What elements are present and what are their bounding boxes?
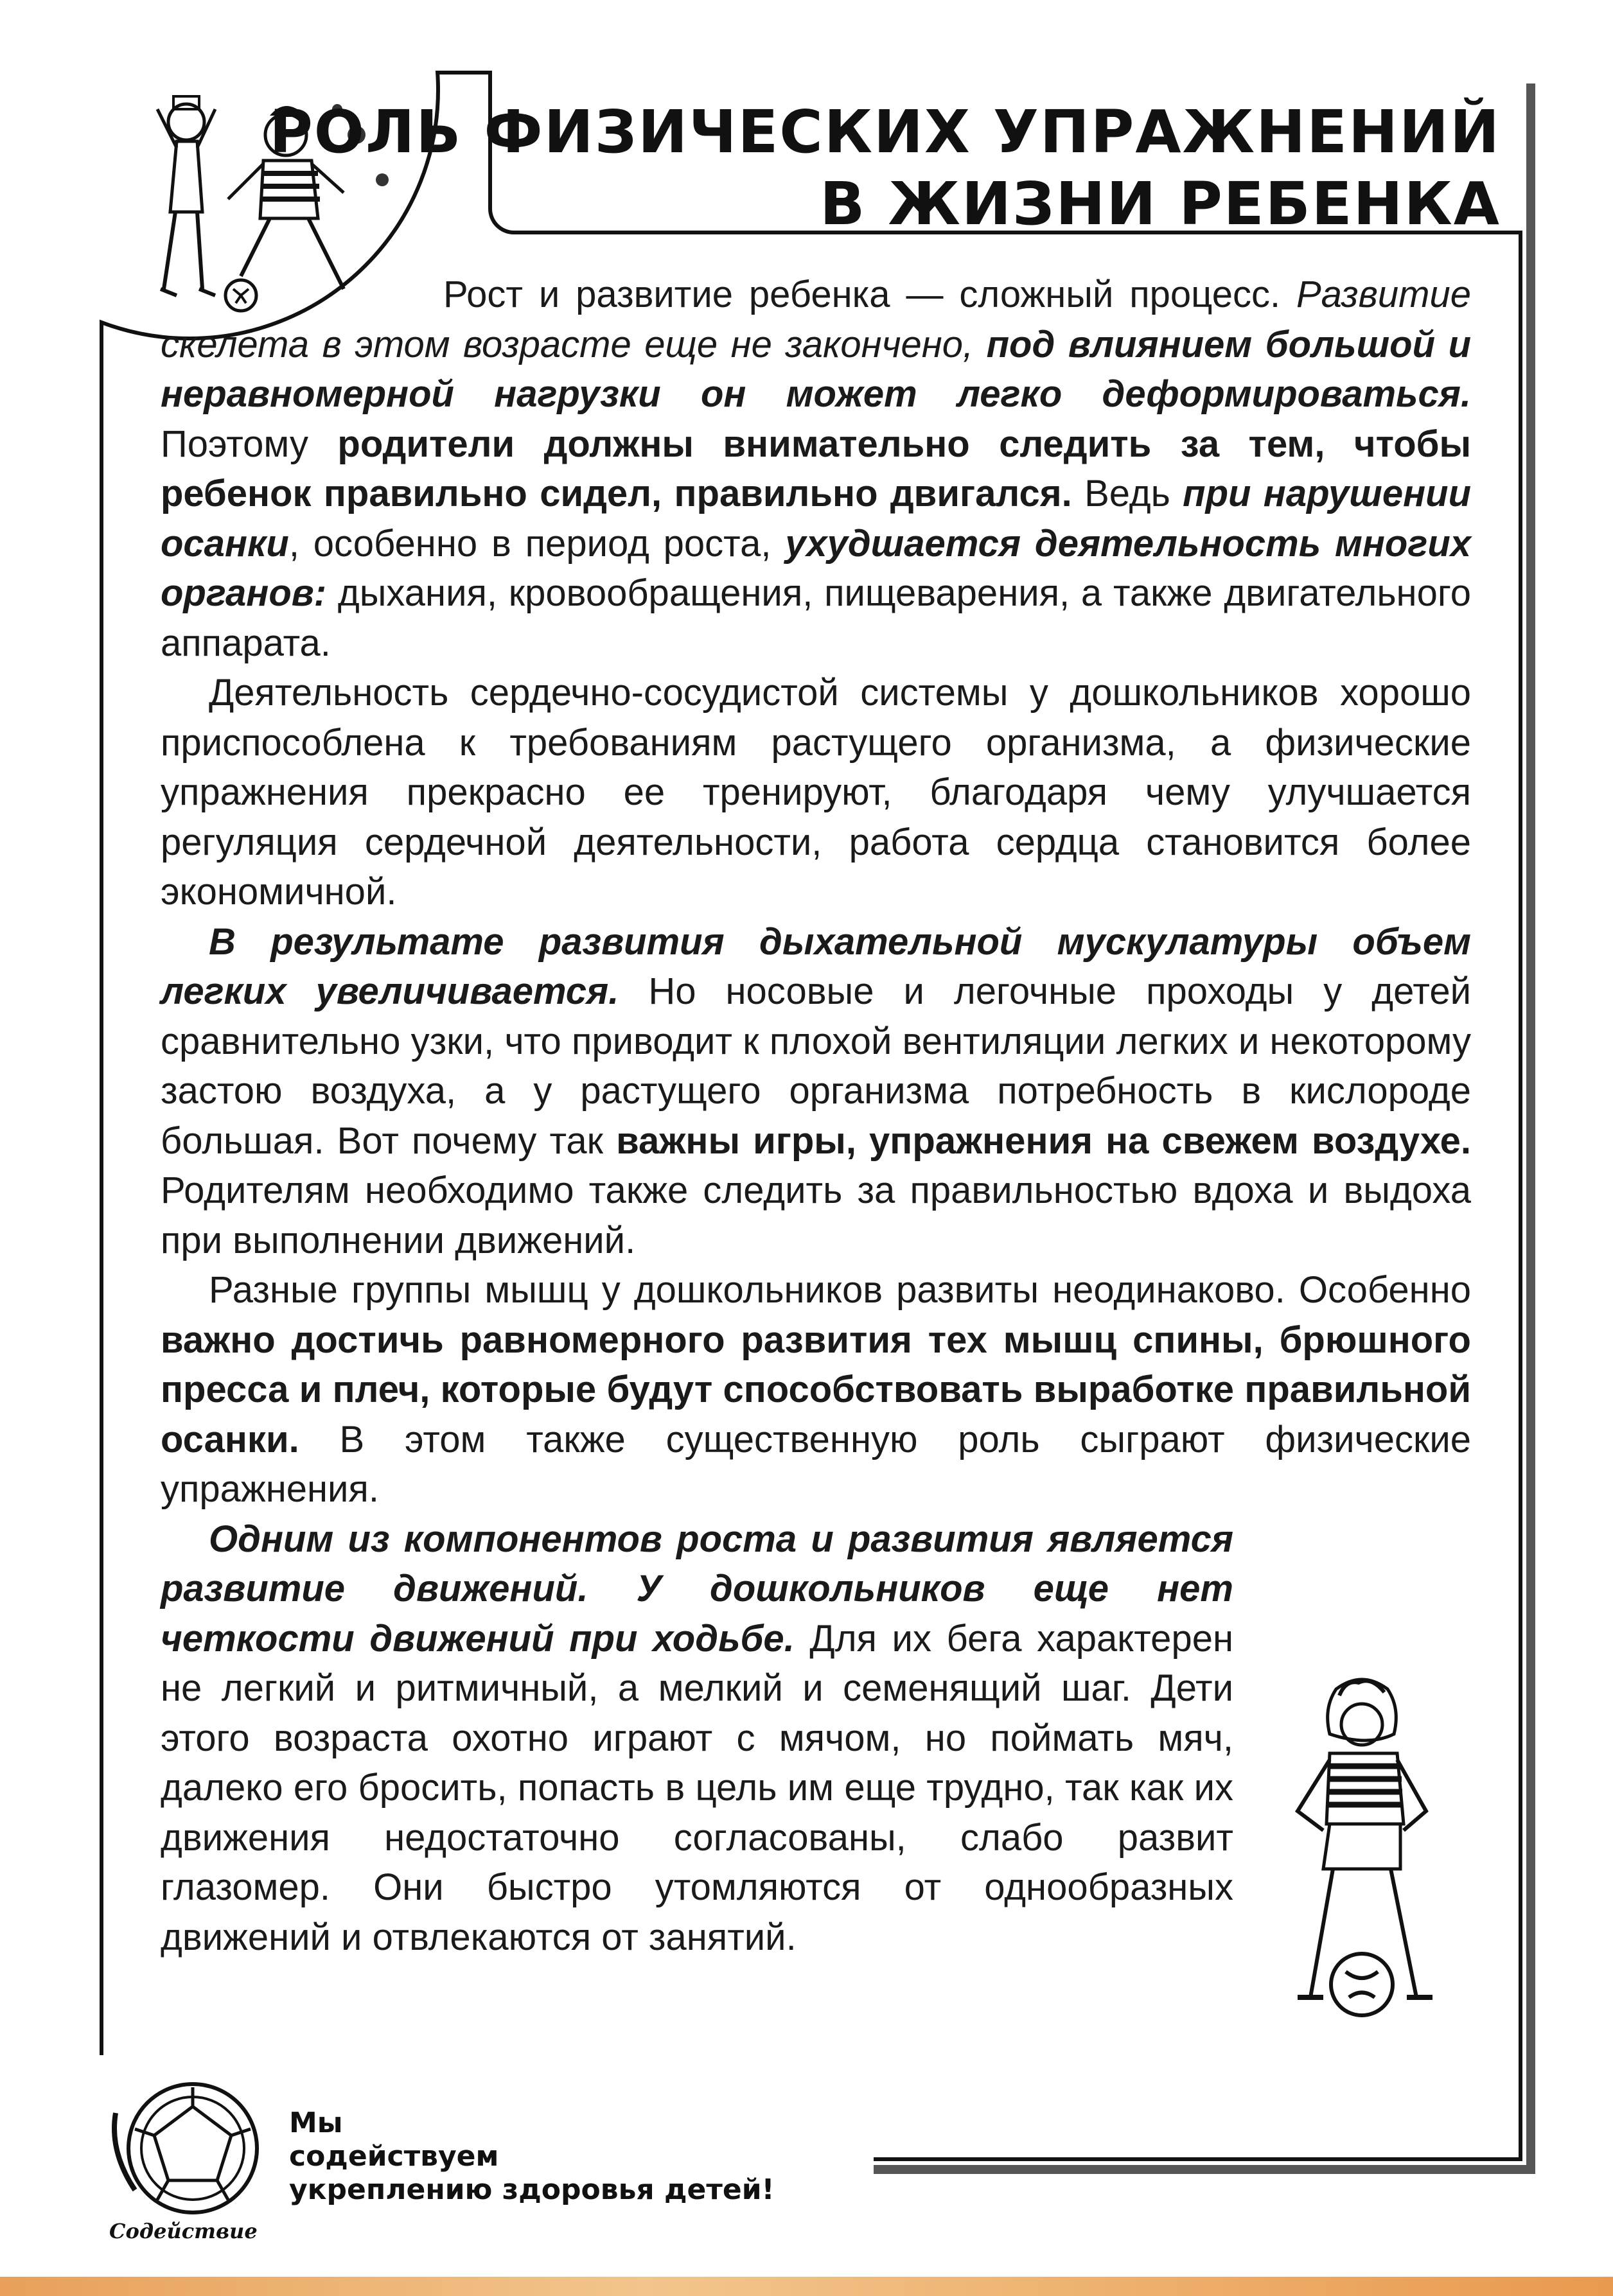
p5-text: Для их бега характерен не легкий и ритмичный, а мелкий и семенящий шаг. Дети этого возраста охотно играют с мячом, но поймать мяч, далеко его бросить, попасть в цель им еще трудно, так как их движения недостаточно согласованы, слабо развит глазомер. Они быстро утомляются от однообразных движений и отвлекаются от занятий.	[161, 1617, 1233, 1958]
p1-text-5: дыхания, кровообращения, пищеварения, а также двигательного аппарата.	[161, 572, 1471, 664]
title-line-1: РОЛЬ ФИЗИЧЕСКИХ УПРАЖНЕНИЙ	[269, 98, 1501, 166]
girl-with-ball-illustration	[1278, 1676, 1445, 2036]
logo-caption: Содействие	[109, 2219, 258, 2243]
p3-text-2: Родителям необходимо также следить за правильностью вдоха и выдоха при выполнении движений.	[161, 1170, 1471, 1261]
p1-text-2: Поэтому	[161, 423, 338, 465]
title-line-2: В ЖИЗНИ РЕБЕНКА	[820, 170, 1501, 238]
p1-italic: Развитие скелета в этом возрасте еще не закончено,	[161, 274, 1471, 365]
paragraph-5	[161, 1514, 1471, 1963]
p1-bold-italic: под влиянием большой и неравномерной нагрузки он может легко деформироваться.	[161, 323, 1471, 415]
p3-bold: важны игры, упражнения на свежем воздухе.	[616, 1119, 1472, 1162]
footer-line-1: Мы	[289, 2107, 343, 2139]
p1-text: Рост и развитие ребенка — сложный процесс.	[443, 274, 1296, 315]
p3-text: Но носовые и легочные проходы у детей сравнительно узки, что приводит к плохой вентиляции легких и некоторому застою воздуха, а у растущего организма потребность в кислороде большая. Вот почему так	[161, 970, 1471, 1162]
footer-line-3: укреплению здоровья детей!	[289, 2173, 775, 2206]
paragraph-3	[161, 917, 1471, 1266]
p1-text-3: Ведь	[1071, 473, 1183, 514]
p4-bold: важно достичь равномерного развития тех мышц спины, брюшного пресса и плеч, которые будут способствовать выработке правильной осанки.	[161, 1319, 1471, 1460]
p1-bold: родители должны внимательно следить за тем, чтобы ребенок правильно сидел, правильно двигался.	[161, 423, 1472, 514]
p1-text-4: , особенно в период роста,	[288, 522, 786, 565]
p5-bold-italic: Одним из компонентов роста и развития является развитие движений. У дошкольников еще нет четкости движений при ходьбе.	[161, 1518, 1233, 1660]
soccer-ball-logo	[103, 2074, 283, 2229]
p4-text: Разные группы мышц у дошкольников развиты неодинаково. Особенно	[209, 1269, 1471, 1311]
paragraph-1	[161, 270, 1471, 668]
p4-text-2: В этом также существенную роль сыграют физические упражнения.	[161, 1418, 1471, 1510]
paragraph-2: Деятельность сердечно-сосудистой системы у дошкольников хорошо приспособлена к требованиям растущего организма, а физические упражнения прекрасно ее тренируют, благодаря чему улучшается регуляция сердечной деятельности, работа сердца становится более экономичной.	[161, 672, 1471, 913]
p1-bold-italic-3: ухудшается деятельность многих органов:	[161, 522, 1472, 614]
p1-bold-italic-2: при нарушении осанки	[161, 473, 1471, 565]
paragraph-4	[161, 1265, 1471, 1514]
p3-bold-italic: В результате развития дыхательной мускулатуры объем легких увеличивается.	[161, 920, 1471, 1012]
footer-slogan	[289, 2107, 775, 2207]
bottom-color-strip	[0, 2277, 1613, 2296]
footer-line-2: содействуем	[289, 2140, 499, 2173]
page-title	[269, 96, 1501, 240]
article-body	[161, 270, 1471, 2073]
